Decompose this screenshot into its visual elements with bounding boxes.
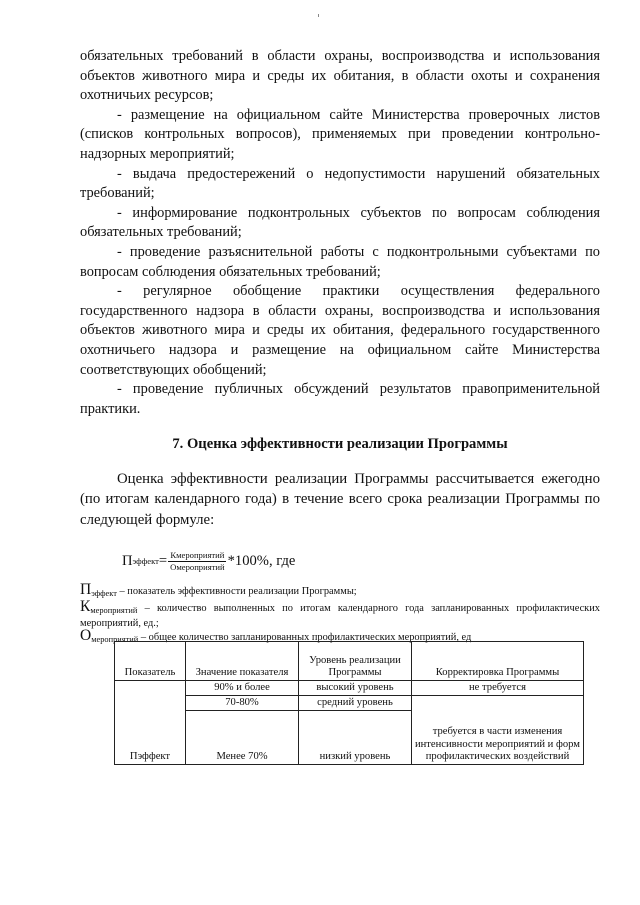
formula (80, 544, 600, 578)
document-body (80, 47, 600, 647)
paragraph: - выдача предостережений о недопустимости нарушений обязательных требований; (80, 165, 600, 202)
paragraph: - проведение разъяснительной работы с подконтрольными субъектами по вопросам соблюдения обязательных требований; (80, 243, 600, 280)
table-header-row (115, 642, 584, 681)
header-correction: Корректировка Программы (412, 642, 584, 681)
definition (80, 581, 600, 601)
value-cell: 90% и более (186, 681, 299, 696)
value-cell: 70-80% (186, 696, 299, 711)
table-row (115, 681, 584, 696)
definition-text: – общее количество запланированных профилактических мероприятий, ед (138, 632, 472, 644)
intro-paragraph: Оценка эффективности реализации Программы рассчитывается ежегодно (по итогам календарного года) в течение всего срока реализации Программы по следующей формуле: (80, 470, 600, 528)
indicator-cell: Пэффект (115, 681, 186, 765)
table-row (115, 696, 584, 711)
level-cell: высокий уровень (299, 681, 412, 696)
paragraph: - проведение публичных обсуждений результатов правоприменительной практики. (80, 381, 600, 417)
paragraph: - информирование подконтрольных субъектов по вопросам соблюдения обязательных требований; (80, 204, 600, 241)
evaluation-table (114, 641, 584, 765)
formula-lhs-sub: эффект (132, 555, 159, 566)
formula-fraction (168, 550, 226, 573)
paragraph: - регулярное обобщение практики осуществления федерального государственного надзора в области охраны, воспроизводства и использования объектов животного мира и среды их обитания, федерального государственного охотничьего надзора и размещение на официальном сайте Министерства соответствующих обобщений; (80, 283, 600, 378)
formula-denominator: Омероприятий (170, 561, 225, 572)
definitions (80, 581, 600, 646)
definition-symbol: К (80, 597, 91, 615)
level-cell: низкий уровень (299, 711, 412, 765)
definition-text: – показатель эффективности реализации Программы; (116, 586, 357, 598)
definition-symbol-sub: эффект (91, 589, 117, 599)
section-heading: 7. Оценка эффективности реализации Программы (172, 436, 508, 453)
formula-numerator: Кмероприятий (170, 549, 225, 560)
formula-lhs: П (122, 552, 133, 569)
definition-symbol: П (80, 581, 92, 599)
definition-symbol-sub: мероприятий (90, 605, 138, 615)
value-cell: Менее 70% (186, 711, 299, 765)
header-indicator: Показатель (115, 642, 186, 681)
definition-symbol: О (80, 627, 92, 645)
formula-tail: *100%, где (227, 552, 296, 569)
definition-symbol-sub: мероприятий (91, 635, 139, 645)
paragraph: обязательных требований в области охраны, воспроизводства и использования объектов животного мира и среды их обитания, в области охоты и сохранения охотничьих ресурсов; (80, 48, 600, 104)
definition-text: – количество выполненных по итогам календарного года запланированных профилактических мероприятий, ед.; (80, 602, 600, 629)
level-cell: средний уровень (299, 696, 412, 711)
definition (80, 597, 600, 630)
correction-cell: не требуется (412, 681, 584, 696)
correction-cell: требуется в части изменения интенсивности мероприятий и форм профилактических воздействий (412, 696, 584, 765)
scan-mark (318, 14, 319, 17)
paragraph: - размещение на официальном сайте Министерства проверочных листов (списков контрольных вопросов), применяемых при проведении контрольно-надзорных мероприятий; (80, 106, 600, 162)
header-level: Уровень реализации Программы (299, 642, 412, 681)
header-value: Значение показателя (186, 642, 299, 681)
formula-eq: = (158, 552, 168, 569)
